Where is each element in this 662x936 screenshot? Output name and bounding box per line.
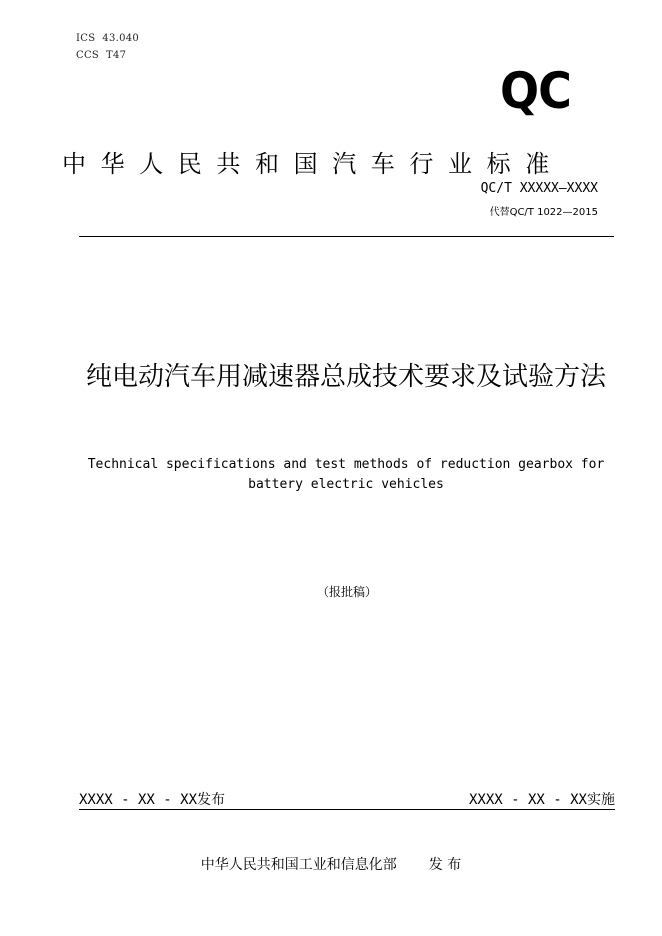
top-divider [79,236,614,237]
document-title-en: Technical specifications and test methods of reduction gearbox for battery electric vehicles [87,457,605,492]
qc-logo: QC [500,62,572,120]
publisher-name: 中华人民共和国工业和信息化部 [200,857,397,873]
ccs-code: CCS T47 [76,50,127,61]
standard-number: QC/T XXXXX—XXXX [480,181,598,196]
bottom-divider [79,809,615,810]
implementation-date: XXXX - XX - XX实施 [468,792,615,808]
issue-date: XXXX - XX - XX发布 [79,792,226,808]
publisher-line [0,854,662,874]
draft-status: （报批稿） [316,585,377,599]
publish-word: 发 布 [428,857,462,873]
ics-code: ICS 43.040 [76,33,140,44]
standard-title: 中华人民共和国汽车行业标准 [62,150,564,178]
replaces-standard: 代替QC/T 1022—2015 [489,207,598,218]
document-title-cn: 纯电动汽车用减速器总成技术要求及试验方法 [85,362,606,392]
